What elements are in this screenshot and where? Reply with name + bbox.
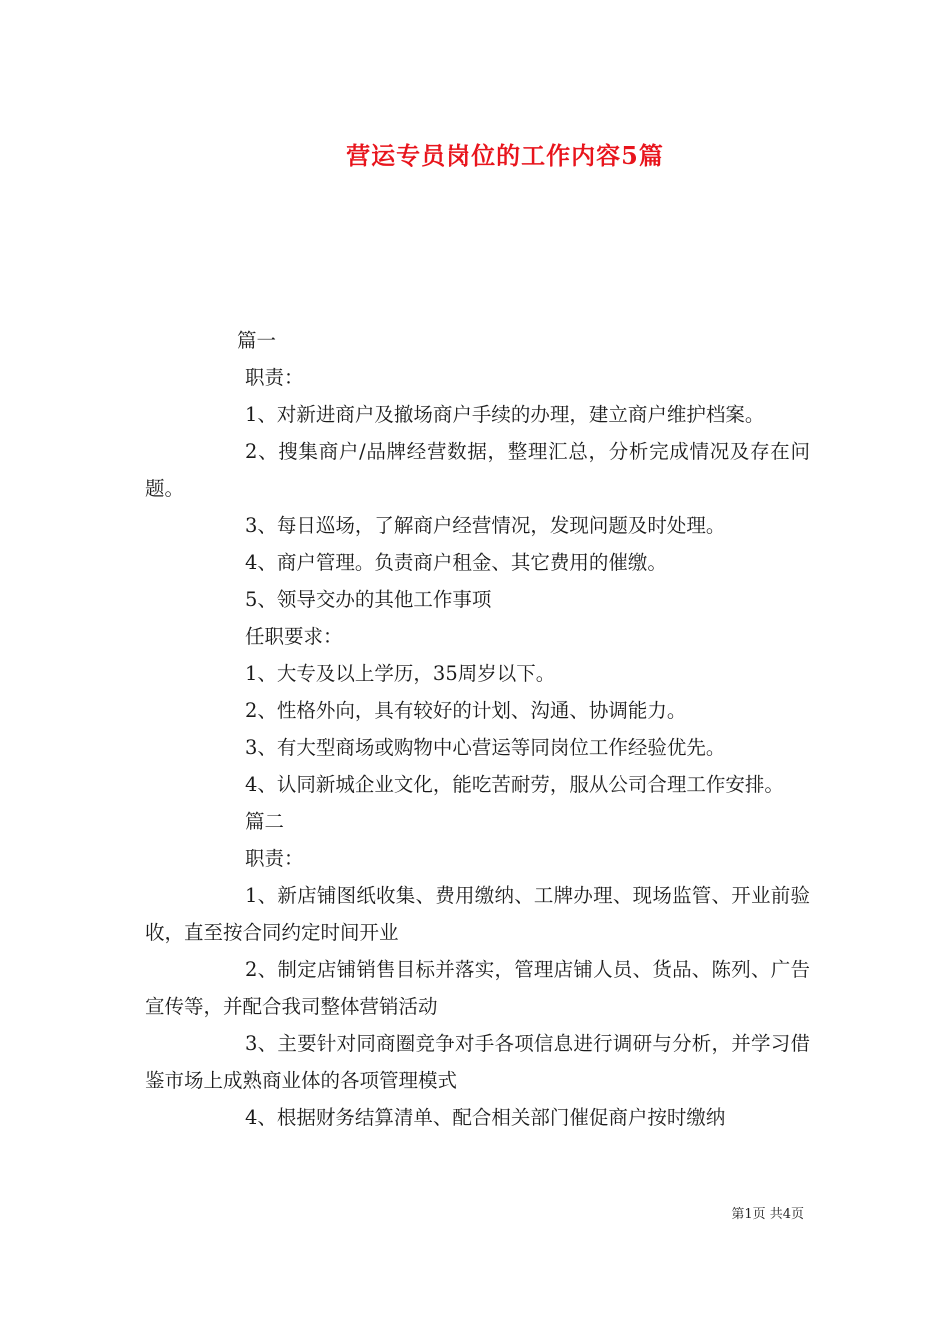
paragraph: 5、领导交办的其他工作事项 <box>245 588 492 611</box>
section-heading-1: 篇一 <box>237 329 277 352</box>
paragraph: 3、主要针对同商圈竞争对手各项信息进行调研与分析，并学习借鉴市场上成熟商业体的各项管理模式 <box>145 1032 810 1092</box>
document-title: 营运专员岗位的工作内容5篇 <box>346 141 664 170</box>
paragraph: 4、根据财务结算清单、配合相关部门催促商户按时缴纳 <box>245 1106 726 1129</box>
paragraph: 任职要求： <box>245 625 343 648</box>
paragraph: 职责： <box>245 366 304 389</box>
paragraph: 1、大专及以上学历，35周岁以下。 <box>245 662 556 685</box>
paragraph: 职责： <box>245 847 304 870</box>
paragraph: 1、新店铺图纸收集、费用缴纳、工牌办理、现场监管、开业前验收，直至按合同约定时间开业 <box>145 884 810 944</box>
paragraph: 4、认同新城企业文化，能吃苦耐劳，服从公司合理工作安排。 <box>245 773 784 796</box>
paragraph: 2、性格外向，具有较好的计划、沟通、协调能力。 <box>245 699 687 722</box>
paragraph: 1、对新进商户及撤场商户手续的办理，建立商户维护档案。 <box>245 403 765 426</box>
section-heading-2: 篇二 <box>245 810 285 833</box>
paragraph: 2、制定店铺销售目标并落实，管理店铺人员、货品、陈列、广告宣传等，并配合我司整体营销活动 <box>145 958 810 1018</box>
page-number-footer: 第1页 共4页 <box>731 1207 804 1222</box>
paragraph: 3、每日巡场，了解商户经营情况，发现问题及时处理。 <box>245 514 726 537</box>
paragraph: 3、有大型商场或购物中心营运等同岗位工作经验优先。 <box>245 736 726 759</box>
paragraph: 2、搜集商户/品牌经营数据，整理汇总，分析完成情况及存在问题。 <box>145 440 810 500</box>
paragraph: 4、商户管理。负责商户租金、其它费用的催缴。 <box>245 551 667 574</box>
document-body <box>145 322 810 1136</box>
